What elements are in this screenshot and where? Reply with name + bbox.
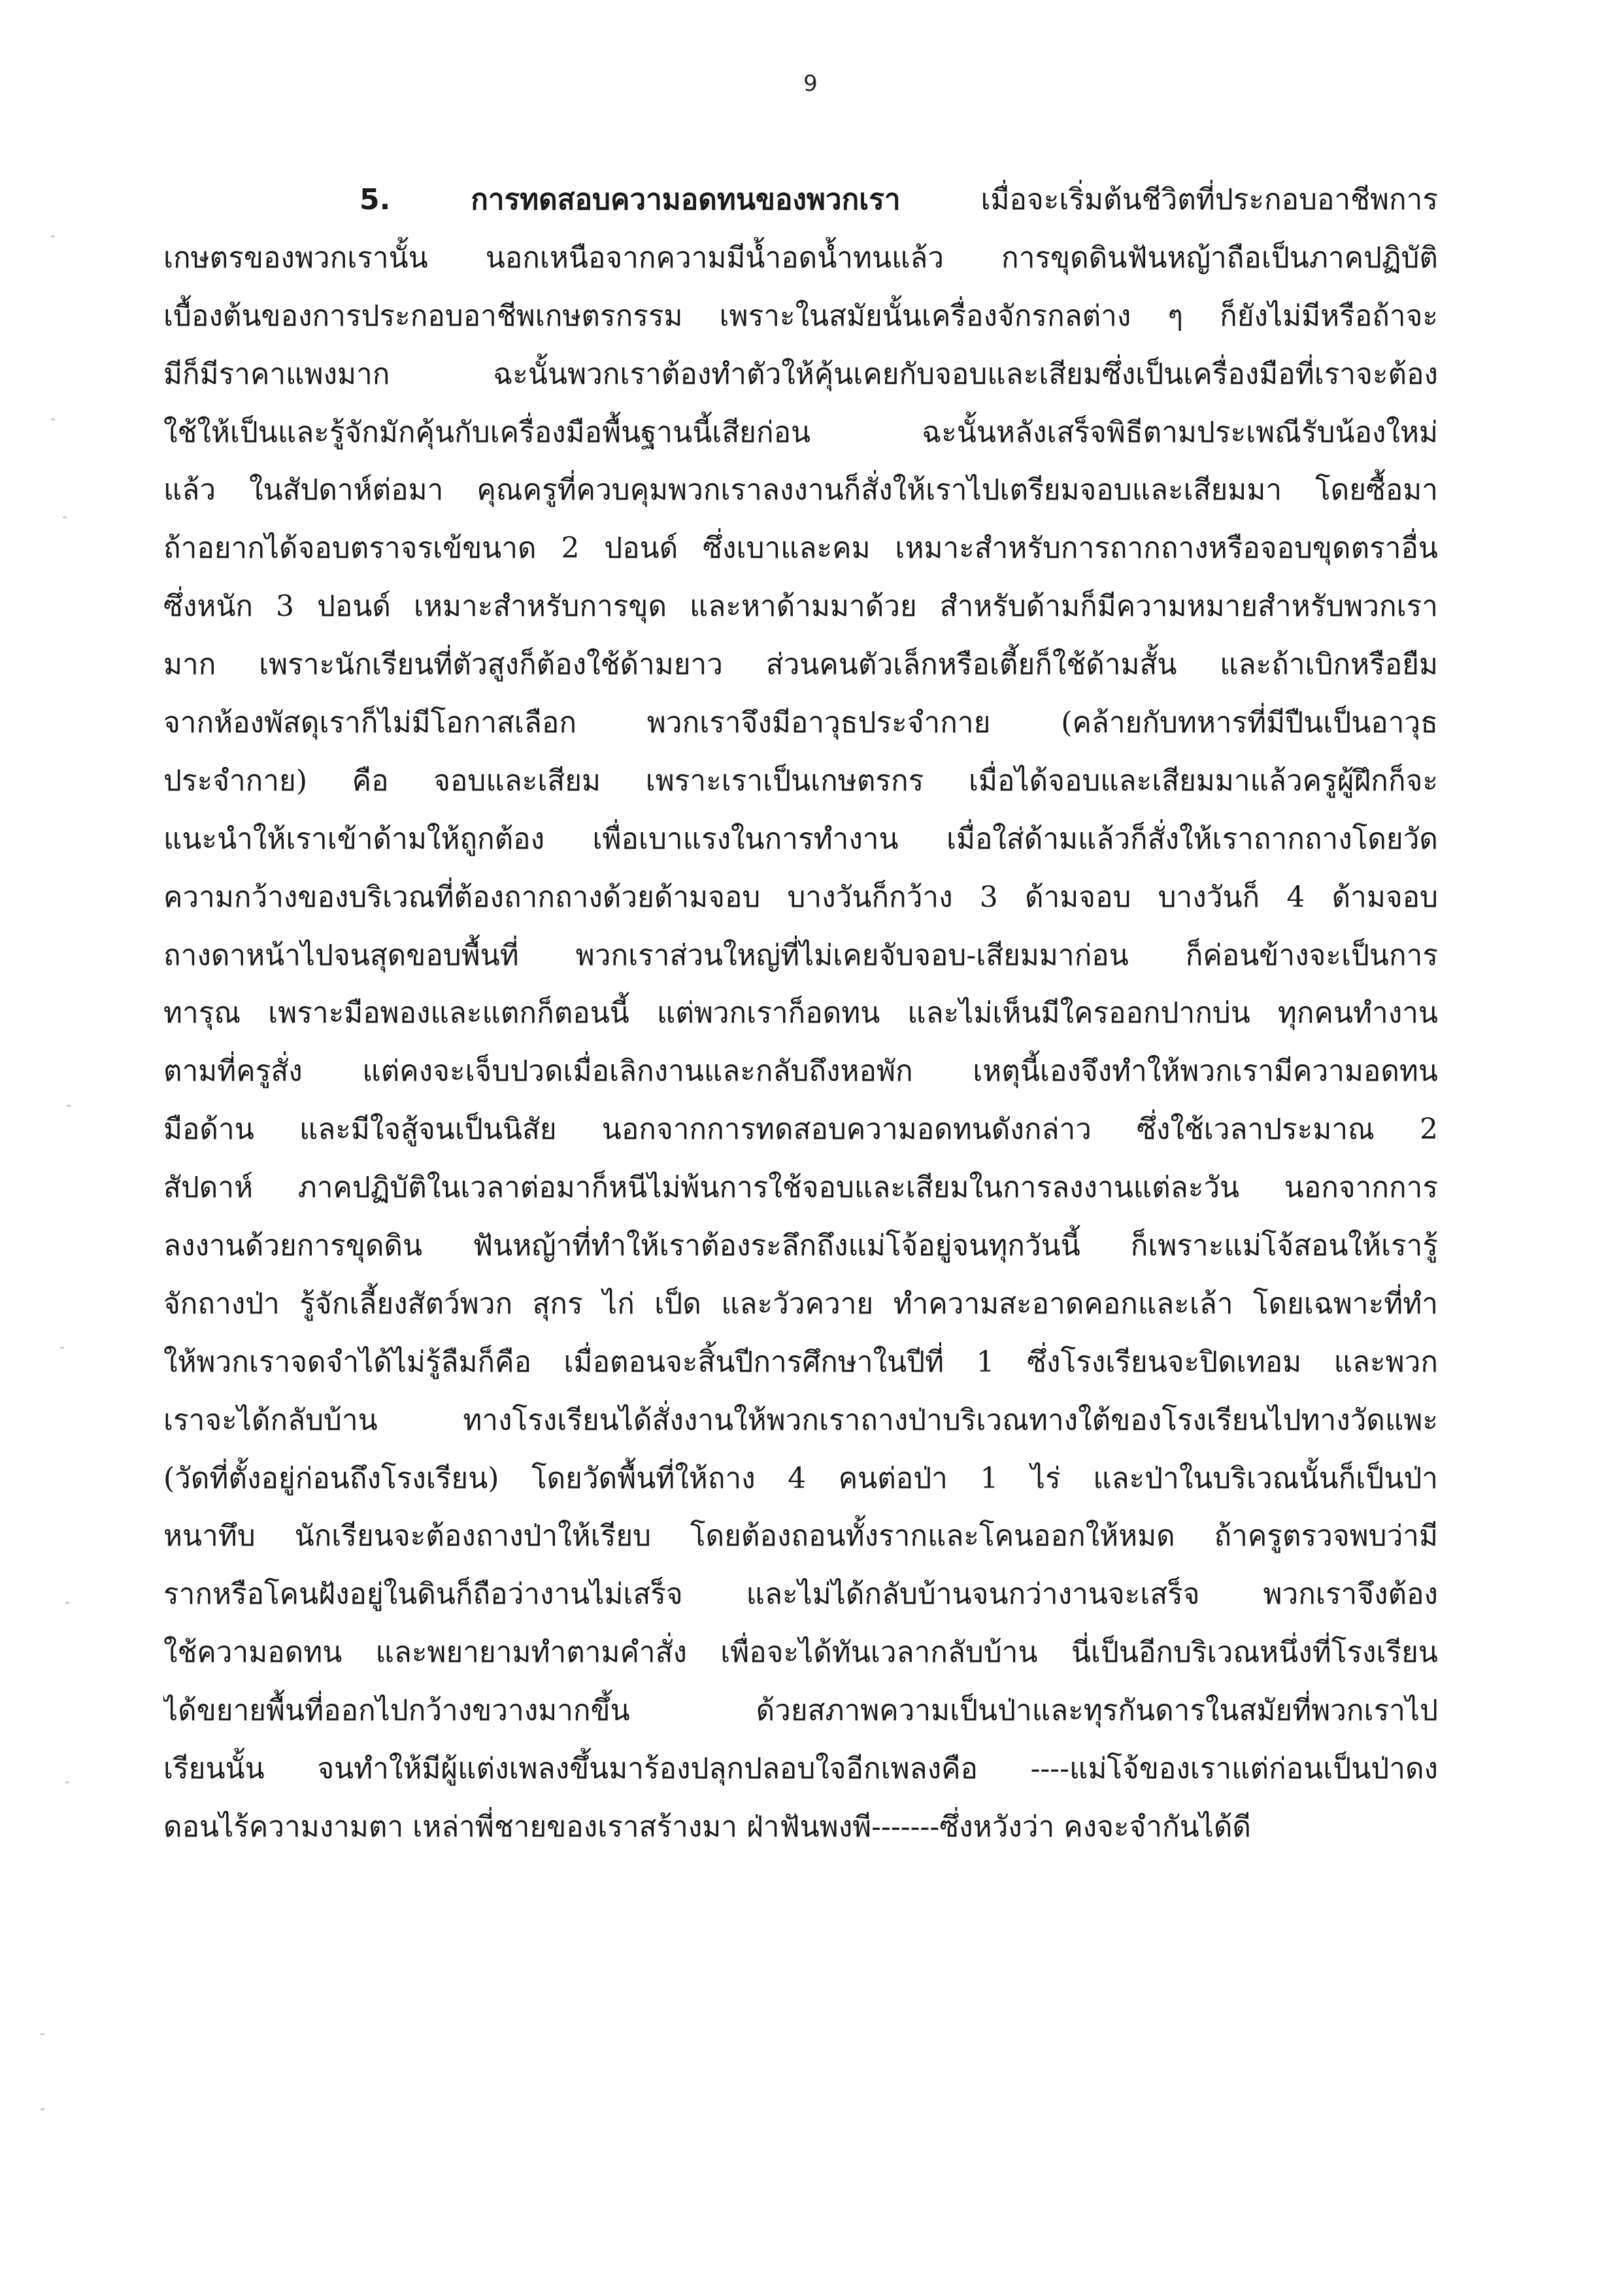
paragraph-line: ตามที่ครูสั่ง แต่คงจะเจ็บปวดเมื่อเลิกงานและกลับถึงหอพัก เหตุนี้เองจึงทำให้พวกเรามีความอดทน xyxy=(163,1055,1438,1089)
paragraph-line: สัปดาห์ ภาคปฏิบัติในเวลาต่อมาก็หนีไม่พ้นการใช้จอบและเสียมในการลงงานแต่ละวัน นอกจากการ xyxy=(163,1171,1438,1205)
paragraph-line: ความกว้างของบริเวณที่ต้องถากถางด้วยด้ามจอบ บางวันก็กว้าง 3 ด้ามจอบ บางวันก็ 4 ด้ามจอบ xyxy=(163,880,1438,914)
scan-speck xyxy=(65,1781,69,1783)
paragraph-line: ทารุณ เพราะมือพองและแตกก็ตอนนี้ แต่พวกเราก็อดทน และไม่เห็นมีใครออกปากบ่น ทุกคนทำงาน xyxy=(163,996,1438,1030)
scan-speck xyxy=(41,2033,44,2035)
page-number: 9 xyxy=(803,71,818,97)
section-first-line xyxy=(163,171,1438,229)
paragraph-line: เกษตรของพวกเรานั้น นอกเหนือจากความมีน้ำอดน้ำทนแล้ว การขุดดินฟันหญ้าถือเป็นภาคปฏิบัติ xyxy=(163,241,1438,275)
paragraph-line: แล้ว ในสัปดาห์ต่อมา คุณครูที่ควบคุมพวกเราลงงานก็สั่งให้เราไปเตรียมจอบและเสียมมา โดยซื้อมา xyxy=(163,473,1438,507)
paragraph-line: มือด้าน และมีใจสู้จนเป็นนิสัย นอกจากการทดสอบความอดทนดังกล่าว ซึ่งใช้เวลาประมาณ 2 xyxy=(163,1113,1438,1147)
paragraph-line: รากหรือโคนฝังอยู่ในดินก็ถือว่างานไม่เสร็จ และไม่ได้กลับบ้านจนกว่างานจะเสร็จ พวกเราจึงต้อง xyxy=(163,1578,1438,1612)
section-number: 5. xyxy=(359,183,391,216)
paragraph-lines xyxy=(163,229,1438,1857)
paragraph-line: ถ้าอยากได้จอบตราจรเข้ขนาด 2 ปอนด์ ซึ่งเบาและคม เหมาะสำหรับการถากถางหรือจอบขุดตราอื่น xyxy=(163,532,1438,566)
paragraph-line: ประจำกาย) คือ จอบและเสียม เพราะเราเป็นเกษตรกร เมื่อได้จอบและเสียมมาแล้วครูผู้ฝึกก็จะ xyxy=(163,764,1438,798)
paragraph-line: จักถางป่า รู้จักเลี้ยงสัตว์พวก สุกร ไก่ เป็ด และวัวควาย ทำความสะอาดคอกและเล้า โดยเฉพาะที่ทำ xyxy=(163,1287,1438,1321)
section-title: การทดสอบความอดทนของพวกเรา xyxy=(471,183,901,216)
paragraph-line: หนาทึบ นักเรียนจะต้องถางป่าให้เรียบ โดยต้องถอนทั้งรากและโคนออกให้หมด ถ้าครูตรวจพบว่ามี xyxy=(163,1519,1438,1553)
paragraph-line: มาก เพราะนักเรียนที่ตัวสูงก็ต้องใช้ด้ามยาว ส่วนคนตัวเล็กหรือเตี้ยก็ใช้ด้ามสั้น และถ้าเบิกหรือยืม xyxy=(163,648,1438,682)
body-text xyxy=(163,171,1438,1857)
scan-speck xyxy=(41,2108,44,2110)
paragraph-line: ได้ขยายพื้นที่ออกไปกว้างขวางมากขึ้น ด้วยสภาพความเป็นป่าและทุรกันดารในสมัยที่พวกเราไป xyxy=(163,1694,1438,1728)
paragraph-line: เราจะได้กลับบ้าน ทางโรงเรียนได้สั่งงานให้พวกเราถางป่าบริเวณทางใต้ของโรงเรียนไปทางวัดแพะ xyxy=(163,1403,1438,1437)
section-first-line-text: เมื่อจะเริ่มต้นชีวิตที่ประกอบอาชีพการ xyxy=(980,183,1438,216)
scan-speck xyxy=(60,1347,64,1349)
scan-speck xyxy=(67,1105,71,1107)
scan-speck xyxy=(63,516,67,518)
scan-speck xyxy=(51,418,55,420)
paragraph-line: (วัดที่ตั้งอยู่ก่อนถึงโรงเรียน) โดยวัดพื้นที่ให้ถาง 4 คนต่อป่า 1 ไร่ และป่าในบริเวณนั้นก็เป็นป่า xyxy=(163,1461,1438,1495)
scan-speck xyxy=(51,235,55,237)
paragraph-line: ถางดาหน้าไปจนสุดขอบพื้นที่ พวกเราส่วนใหญ่ที่ไม่เคยจับจอบ-เสียมมาก่อน ก็ค่อนข้างจะเป็นการ xyxy=(163,938,1438,972)
paragraph-line: เบื้องต้นของการประกอบอาชีพเกษตรกรรม เพราะในสมัยนั้นเครื่องจักรกลต่าง ๆ ก็ยังไม่มีหรือถ้าจะ xyxy=(163,299,1438,333)
paragraph-line: แนะนำให้เราเข้าด้ามให้ถูกต้อง เพื่อเบาแรงในการทำงาน เมื่อใส่ด้ามแล้วก็สั่งให้เราถากถางโดยวัด xyxy=(163,822,1438,856)
paragraph-line: ลงงานด้วยการขุดดิน ฟันหญ้าที่ทำให้เราต้องระลึกถึงแม่โจ้อยู่จนทุกวันนี้ ก็เพราะแม่โจ้สอนให้เรารู้ xyxy=(163,1229,1438,1263)
paragraph-line: มีก็มีราคาแพงมาก ฉะนั้นพวกเราต้องทำตัวให้คุ้นเคยกับจอบและเสียมซึ่งเป็นเครื่องมือที่เราจะต้อง xyxy=(163,357,1438,391)
paragraph-line: จากห้องพัสดุเราก็ไม่มีโอกาสเลือก พวกเราจึงมีอาวุธประจำกาย (คล้ายกับทหารที่มีปืนเป็นอาวุธ xyxy=(163,706,1438,740)
paragraph-line: ใช้ความอดทน และพยายามทำตามคำสั่ง เพื่อจะได้ทันเวลากลับบ้าน นี่เป็นอีกบริเวณหนึ่งที่โรงเรียน xyxy=(163,1636,1438,1670)
paragraph-line: ดอนไร้ความงามตา เหล่าพี่ชายของเราสร้างมา ฝ่าฟันพงพี-------ซึ่งหวังว่า คงจะจำกันได้ดี xyxy=(163,1810,1252,1844)
paragraph-line: ใช้ให้เป็นและรู้จักมักคุ้นกับเครื่องมือพื้นฐานนี้เสียก่อน ฉะนั้นหลังเสร็จพิธีตามประเพณีรับน้องใหม่ xyxy=(163,415,1438,449)
scan-speck xyxy=(65,1602,69,1604)
paragraph-line: ซึ่งหนัก 3 ปอนด์ เหมาะสำหรับการขุด และหาด้ามมาด้วย สำหรับด้ามก็มีความหมายสำหรับพวกเรา xyxy=(163,590,1438,624)
paragraph-line: เรียนนั้น จนทำให้มีผู้แต่งเพลงขึ้นมาร้องปลุกปลอบใจอีกเพลงคือ ----แม่โจ้ของเราแต่ก่อนเป็นป่าดง xyxy=(163,1752,1438,1786)
paragraph-line: ให้พวกเราจดจำได้ไม่รู้ลืมก็คือ เมื่อตอนจะสิ้นปีการศึกษาในปีที่ 1 ซึ่งโรงเรียนจะปิดเทอม และพวก xyxy=(163,1345,1438,1379)
